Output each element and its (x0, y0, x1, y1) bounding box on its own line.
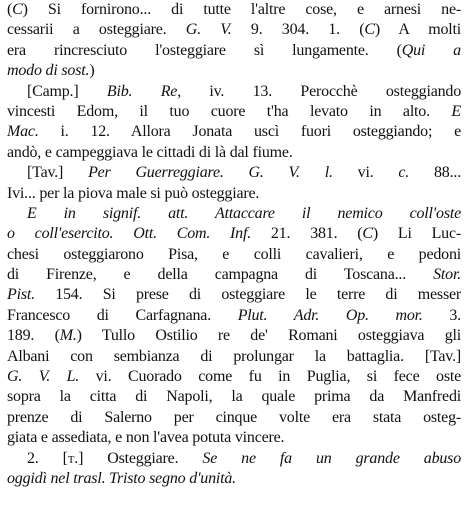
italic-segment: Plut. Adr. Op. mor. (237, 306, 423, 324)
text-line (7, 20, 461, 40)
italic-segment: Stor. (433, 266, 461, 284)
text-line (7, 387, 461, 407)
text-segment: 189. ( (7, 327, 60, 345)
text-line (7, 163, 461, 183)
text-line (7, 102, 461, 122)
text-segment: 154. Si prese di osteggiare le terre di messer (34, 286, 461, 304)
text-line (7, 285, 461, 305)
italic-segment: c. (398, 164, 410, 182)
text-segment: 9. 304. 1. ( (231, 21, 365, 39)
text-segment: ] Osteggiare. (78, 449, 203, 467)
text-segment: ) Si fornirono... di tutte l'altre cose, e arnesi ne- (22, 1, 461, 18)
text-segment: andò, e campeggiava le cittadi di là dal fiume. (7, 143, 293, 161)
small-caps-segment: t. (67, 449, 79, 467)
text-segment: 88... (409, 164, 461, 182)
italic-segment: Mac. (7, 123, 39, 141)
text-line (7, 408, 461, 428)
text-line (7, 41, 461, 61)
italic-segment: oggidì nel trasl. Tristo segno d'unità. (7, 469, 236, 487)
text-segment: Ivi... per la piova male si può osteggiare. (7, 184, 260, 202)
text-line (7, 184, 461, 204)
italic-segment: C (12, 1, 23, 18)
text-segment: cessarii a osteggiare. (7, 21, 186, 39)
italic-segment: G. V. L. (7, 368, 80, 386)
text-line (7, 428, 461, 448)
text-segment: ) Tullo Ostilio re de' Romani osteggiava gli (76, 327, 461, 345)
italic-segment: Per Guerreggiare. G. V. l. (88, 164, 333, 182)
text-line (7, 306, 461, 326)
text-segment: di Firenze, e della campagna di Toscana... (7, 266, 434, 284)
text-segment: 21. 381. ( (251, 225, 363, 243)
text-segment: iv. 13. Perocchè osteggiando (181, 82, 461, 100)
text-line (7, 347, 461, 367)
text-segment: vi. Cuorado come fu in Puglia, si fece oste (79, 368, 461, 386)
text-line (7, 0, 461, 20)
text-segment: era rincresciuto l'osteggiare sì lungamente. ( (7, 41, 402, 59)
text-line (7, 143, 461, 163)
italic-segment: Qui a (401, 41, 461, 59)
text-segment: 2. [ (27, 449, 68, 467)
text-segment: chesi osteggiarono Pisa, e colli cavalieri, e pedoni (7, 245, 461, 263)
text-line (7, 469, 461, 489)
text-line (7, 367, 461, 387)
text-line (7, 82, 461, 102)
text-segment: prenze di Salerno per cinque volte era stata osteg- (7, 408, 461, 426)
text-segment: 3. (422, 306, 461, 324)
italic-segment: Pist. (7, 286, 35, 304)
text-line (7, 449, 461, 469)
italic-segment: Se ne fa un grande abuso (202, 449, 461, 467)
text-segment: ) A molti (374, 21, 461, 39)
text-segment: ) Li Luc- (372, 225, 461, 243)
italic-segment: M. (59, 327, 77, 345)
text-segment: vincesti Edom, il tuo cuore t'ha levato in alto. (7, 102, 452, 120)
text-line (7, 245, 461, 265)
text-segment: Francesco di Carfagnana. (7, 306, 238, 324)
italic-segment: C (364, 21, 375, 39)
italic-segment: E (451, 102, 461, 120)
italic-segment: Bib. Re, (106, 82, 181, 100)
text-line (7, 224, 461, 244)
text-segment: sopra la citta di Napoli, la quale prima da Manfredi (7, 388, 461, 406)
text-segment: giata e assediata, e non l'avea potuta vincere. (7, 429, 285, 447)
text-segment: Albani con sembianza di prolungar la battaglia. [Tav.] (7, 347, 461, 365)
italic-segment: modo di sost. (7, 62, 90, 80)
italic-segment: E in signif. att. Attaccare il nemico coll'oste (27, 204, 461, 222)
text-segment: [Tav.] (27, 164, 89, 182)
entry-text-body (7, 0, 461, 489)
text-segment: [Camp.] (27, 82, 107, 100)
italic-segment: G. V. (185, 21, 232, 39)
text-segment: ( (7, 1, 13, 18)
text-line (7, 122, 461, 142)
text-segment: i. 12. Allora Jonata uscì fuori osteggiando; e (38, 123, 461, 141)
italic-segment: C (362, 225, 373, 243)
text-line (7, 265, 461, 285)
text-line (7, 61, 461, 81)
text-line (7, 204, 461, 224)
text-segment: ) (89, 62, 95, 80)
text-line (7, 326, 461, 346)
text-segment: vi. (332, 164, 399, 182)
italic-segment: o coll'esercito. Ott. Com. Inf. (7, 225, 252, 243)
